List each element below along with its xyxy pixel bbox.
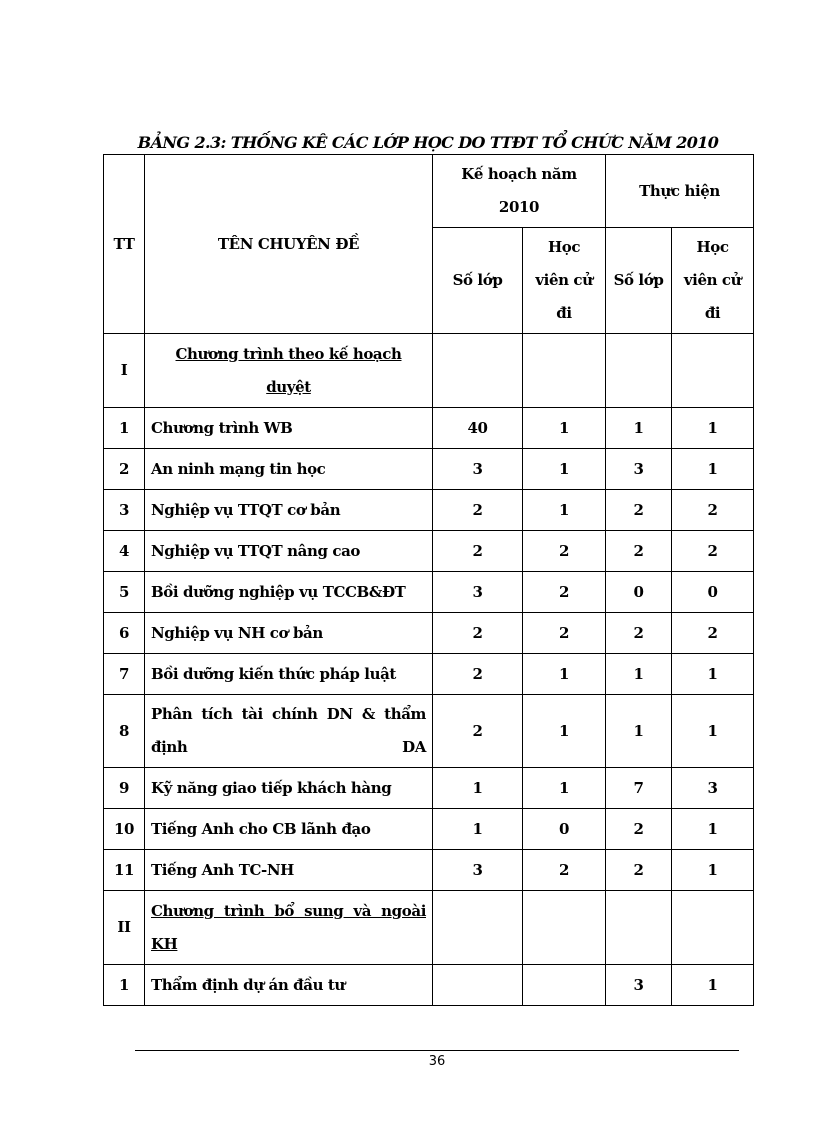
row-kh-lop: 2: [433, 654, 523, 695]
table-row: [104, 572, 754, 613]
row-th-hv: 3: [672, 768, 754, 809]
row-name: Chương trình WB: [145, 408, 433, 449]
row-kh-hv: 2: [523, 613, 606, 654]
row-tt: 9: [104, 768, 145, 809]
row-kh-hv: 2: [523, 531, 606, 572]
row-name: Nghiệp vụ NH cơ bản: [145, 613, 433, 654]
statistics-table: [103, 154, 754, 1006]
table-caption: BẢNG 2.3: THỐNG KÊ CÁC LỚP HỌC DO TTĐT TỔ CHỨC NĂM 2010: [137, 133, 719, 152]
row-kh-lop: [433, 965, 523, 1006]
section-tt: II: [104, 891, 145, 965]
row-kh-hv: 2: [523, 572, 606, 613]
header-ke-hoach: Kế hoạch năm 2010: [433, 155, 606, 228]
header-hoc-vien-kh: Học viên cử đi: [523, 228, 606, 334]
header-so-lop-kh: Số lớp: [433, 228, 523, 334]
row-kh-lop: 3: [433, 850, 523, 891]
row-name: Kỹ năng giao tiếp khách hàng: [145, 768, 433, 809]
row-kh-lop: 3: [433, 572, 523, 613]
page-number: 36: [428, 1054, 446, 1069]
header-tt: TT: [104, 155, 145, 334]
row-tt: 10: [104, 809, 145, 850]
header-thuc-hien: Thực hiện: [606, 155, 754, 228]
row-name: Tiếng Anh TC-NH: [145, 850, 433, 891]
row-kh-hv: 1: [523, 449, 606, 490]
table-row: [104, 613, 754, 654]
table-row: [104, 408, 754, 449]
section-tt: I: [104, 334, 145, 408]
row-th-hv: 1: [672, 695, 754, 768]
row-kh-lop: 1: [433, 768, 523, 809]
row-th-hv: 1: [672, 850, 754, 891]
row-kh-lop: 40: [433, 408, 523, 449]
row-th-hv: 1: [672, 965, 754, 1006]
row-kh-hv: [523, 965, 606, 1006]
table-row: [104, 490, 754, 531]
row-kh-lop: 2: [433, 531, 523, 572]
table-row: [104, 695, 754, 768]
row-tt: 1: [104, 965, 145, 1006]
table-row: [104, 768, 754, 809]
footer-divider: [135, 1050, 739, 1051]
header-hoc-vien-th: Học viên cử đi: [672, 228, 754, 334]
row-tt: 7: [104, 654, 145, 695]
row-name: Tiếng Anh cho CB lãnh đạo: [145, 809, 433, 850]
row-th-hv: 1: [672, 654, 754, 695]
row-th-lop: 1: [606, 654, 672, 695]
row-th-lop: 7: [606, 768, 672, 809]
row-th-lop: 2: [606, 490, 672, 531]
row-kh-hv: 1: [523, 695, 606, 768]
row-name: An ninh mạng tin học: [145, 449, 433, 490]
row-tt: 5: [104, 572, 145, 613]
row-kh-lop: 2: [433, 490, 523, 531]
row-kh-hv: 1: [523, 654, 606, 695]
row-th-lop: 3: [606, 449, 672, 490]
table-row: [104, 850, 754, 891]
row-kh-hv: 0: [523, 809, 606, 850]
row-kh-lop: 2: [433, 695, 523, 768]
row-tt: 1: [104, 408, 145, 449]
header-so-lop-th: Số lớp: [606, 228, 672, 334]
table-row: [104, 449, 754, 490]
header-row: [104, 155, 754, 228]
row-kh-hv: 1: [523, 490, 606, 531]
row-name: Thẩm định dự án đầu tư: [145, 965, 433, 1006]
row-th-hv: 2: [672, 490, 754, 531]
section-row: [104, 891, 754, 965]
row-th-hv: 0: [672, 572, 754, 613]
row-kh-hv: 1: [523, 768, 606, 809]
row-th-hv: 2: [672, 613, 754, 654]
table-row: [104, 654, 754, 695]
row-th-lop: 2: [606, 531, 672, 572]
row-kh-hv: 1: [523, 408, 606, 449]
table-row: [104, 531, 754, 572]
row-tt: 6: [104, 613, 145, 654]
row-th-lop: 2: [606, 809, 672, 850]
row-name: Nghiệp vụ TTQT nâng cao: [145, 531, 433, 572]
row-kh-lop: 1: [433, 809, 523, 850]
row-th-lop: 2: [606, 850, 672, 891]
row-th-hv: 2: [672, 531, 754, 572]
row-th-lop: 1: [606, 408, 672, 449]
section-name: Chương trình bổ sung và ngoài KH: [145, 891, 433, 965]
row-name: Nghiệp vụ TTQT cơ bản: [145, 490, 433, 531]
row-tt: 3: [104, 490, 145, 531]
row-th-hv: 1: [672, 408, 754, 449]
row-th-lop: 3: [606, 965, 672, 1006]
row-th-hv: 1: [672, 449, 754, 490]
row-kh-lop: 2: [433, 613, 523, 654]
row-tt: 2: [104, 449, 145, 490]
header-ten-chuyen-de: TÊN CHUYÊN ĐỀ: [145, 155, 433, 334]
table-row: [104, 809, 754, 850]
row-kh-lop: 3: [433, 449, 523, 490]
row-tt: 11: [104, 850, 145, 891]
row-name: Bồi dưỡng kiến thức pháp luật: [145, 654, 433, 695]
row-kh-hv: 2: [523, 850, 606, 891]
row-th-lop: 1: [606, 695, 672, 768]
section-name: Chương trình theo kế hoạch duyệt: [145, 334, 433, 408]
row-th-lop: 0: [606, 572, 672, 613]
section-row: [104, 334, 754, 408]
row-name: Bồi dưỡng nghiệp vụ TCCB&ĐT: [145, 572, 433, 613]
row-tt: 8: [104, 695, 145, 768]
row-tt: 4: [104, 531, 145, 572]
row-th-lop: 2: [606, 613, 672, 654]
table-row: [104, 965, 754, 1006]
row-name: Phân tích tài chính DN & thẩm định DA: [145, 695, 433, 768]
row-th-hv: 1: [672, 809, 754, 850]
